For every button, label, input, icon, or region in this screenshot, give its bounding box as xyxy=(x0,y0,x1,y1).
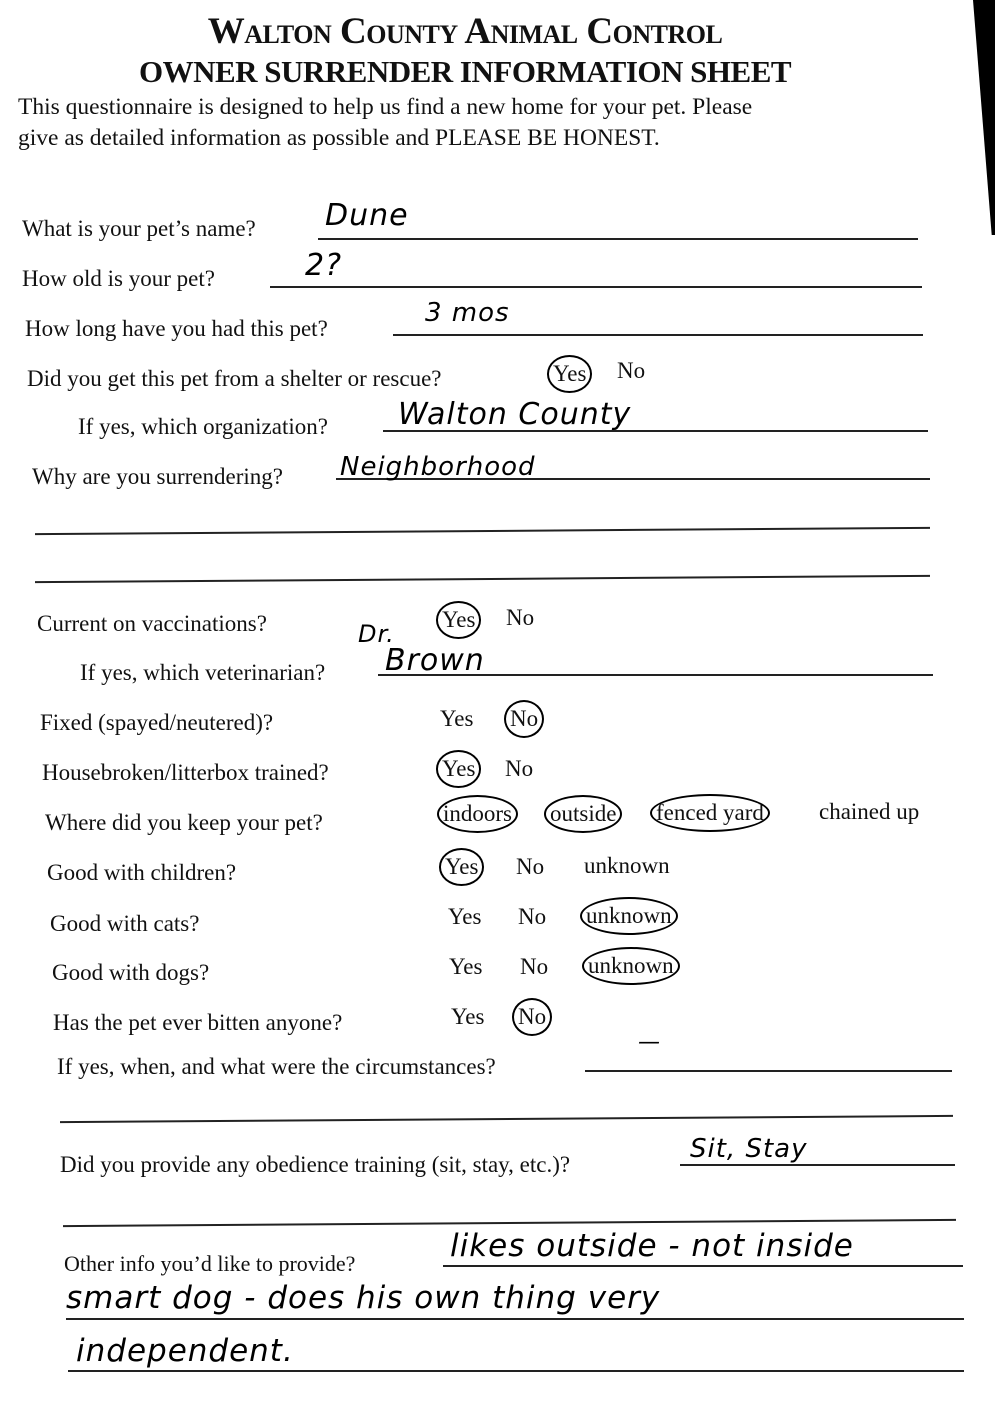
vaccinations-label: Current on vaccinations? xyxy=(37,611,267,636)
scan-edge-artifact xyxy=(973,0,995,235)
from-shelter-yes[interactable]: Yes xyxy=(553,361,587,386)
housebroken-label: Housebroken/litterbox trained? xyxy=(42,760,329,785)
bite-circumstances-label: If yes, when, and what were the circumstances? xyxy=(57,1054,496,1079)
bitten-label: Has the pet ever bitten anyone? xyxy=(53,1010,343,1035)
obedience-label: Did you provide any obedience training (sit, stay, etc.)? xyxy=(60,1152,571,1177)
housebroken-yes[interactable]: Yes xyxy=(442,756,476,781)
surrender-reason-answer[interactable]: Neighborhood xyxy=(340,452,536,482)
good-children-yes[interactable]: Yes xyxy=(445,854,479,879)
fixed-no[interactable]: No xyxy=(510,706,539,731)
bite-circumstances-line-2 xyxy=(60,1115,953,1123)
pet-age-label: How old is your pet? xyxy=(22,266,215,291)
obedience-answer[interactable]: Sit, Stay xyxy=(690,1134,808,1164)
good-cats-unknown[interactable]: unknown xyxy=(586,903,672,928)
good-children-unknown[interactable]: unknown xyxy=(584,853,670,878)
good-children-no[interactable]: No xyxy=(516,854,545,879)
obedience-line xyxy=(680,1164,955,1166)
good-cats-no[interactable]: No xyxy=(518,904,547,929)
housebroken-no[interactable]: No xyxy=(505,756,534,781)
other-info-line xyxy=(443,1265,963,1267)
pet-name-label: What is your pet’s name? xyxy=(22,216,256,241)
good-cats-yes[interactable]: Yes xyxy=(448,904,482,929)
other-info-line-3 xyxy=(68,1370,964,1372)
fixed-yes[interactable]: Yes xyxy=(440,706,474,731)
intro-line-1: This questionnaire is designed to help us find a new home for your pet. Please xyxy=(18,94,753,120)
intro-line-2: give as detailed information as possible and PLEASE BE HONEST. xyxy=(18,125,660,151)
kept-indoors[interactable]: indoors xyxy=(443,801,512,826)
other-info-answer-line-3[interactable]: independent. xyxy=(76,1333,294,1369)
pet-name-line xyxy=(318,238,918,240)
kept-outside[interactable]: outside xyxy=(550,801,617,826)
organization-answer[interactable]: Walton County xyxy=(398,397,632,432)
from-shelter-no[interactable]: No xyxy=(617,358,646,383)
pet-age-answer[interactable]: 2? xyxy=(305,248,343,283)
vaccinations-yes[interactable]: Yes xyxy=(442,607,476,632)
veterinarian-prefix: Dr. xyxy=(358,620,395,648)
pet-age-line xyxy=(270,286,922,288)
bite-circumstances-answer[interactable]: — xyxy=(638,1030,661,1055)
good-dogs-label: Good with dogs? xyxy=(52,960,210,985)
surrender-reason-line-3 xyxy=(35,575,930,583)
good-dogs-unknown[interactable]: unknown xyxy=(588,953,674,978)
form-intro xyxy=(18,92,918,154)
other-info-label: Other info you’d like to provide? xyxy=(64,1251,356,1276)
veterinarian-label: If yes, which veterinarian? xyxy=(80,660,326,685)
bitten-yes[interactable]: Yes xyxy=(451,1004,485,1029)
surrender-reason-label: Why are you surrendering? xyxy=(32,464,283,489)
bitten-no[interactable]: No xyxy=(518,1004,547,1029)
kept-fenced-yard[interactable]: fenced yard xyxy=(656,800,764,825)
time-owned-label: How long have you had this pet? xyxy=(25,316,328,341)
time-owned-line xyxy=(393,334,923,336)
other-info-answer-line-2[interactable]: smart dog - does his own thing very xyxy=(66,1280,661,1316)
from-shelter-label: Did you get this pet from a shelter or rescue? xyxy=(27,366,442,391)
obedience-line-2 xyxy=(63,1219,956,1227)
good-dogs-yes[interactable]: Yes xyxy=(449,954,483,979)
pet-name-answer[interactable]: Dune xyxy=(325,198,409,233)
bite-circumstances-line xyxy=(585,1070,952,1072)
organization-label: If yes, which organization? xyxy=(78,414,328,439)
other-info-answer-line-1[interactable]: likes outside - not inside xyxy=(450,1228,854,1264)
kept-chained-up[interactable]: chained up xyxy=(819,799,920,824)
good-cats-label: Good with cats? xyxy=(50,911,200,936)
veterinarian-answer[interactable]: Brown xyxy=(385,643,485,678)
good-children-label: Good with children? xyxy=(47,860,237,885)
form-subtitle: OWNER SURRENDER INFORMATION SHEET xyxy=(138,54,792,89)
kept-where-label: Where did you keep your pet? xyxy=(45,810,323,835)
good-dogs-no[interactable]: No xyxy=(520,954,549,979)
fixed-label: Fixed (spayed/neutered)? xyxy=(40,710,274,735)
other-info-line-2 xyxy=(66,1318,964,1320)
time-owned-answer[interactable]: 3 mos xyxy=(425,298,510,328)
vaccinations-no[interactable]: No xyxy=(506,605,535,630)
form-title: Walton County Animal Control xyxy=(207,11,723,52)
surrender-reason-line-2 xyxy=(35,527,930,535)
